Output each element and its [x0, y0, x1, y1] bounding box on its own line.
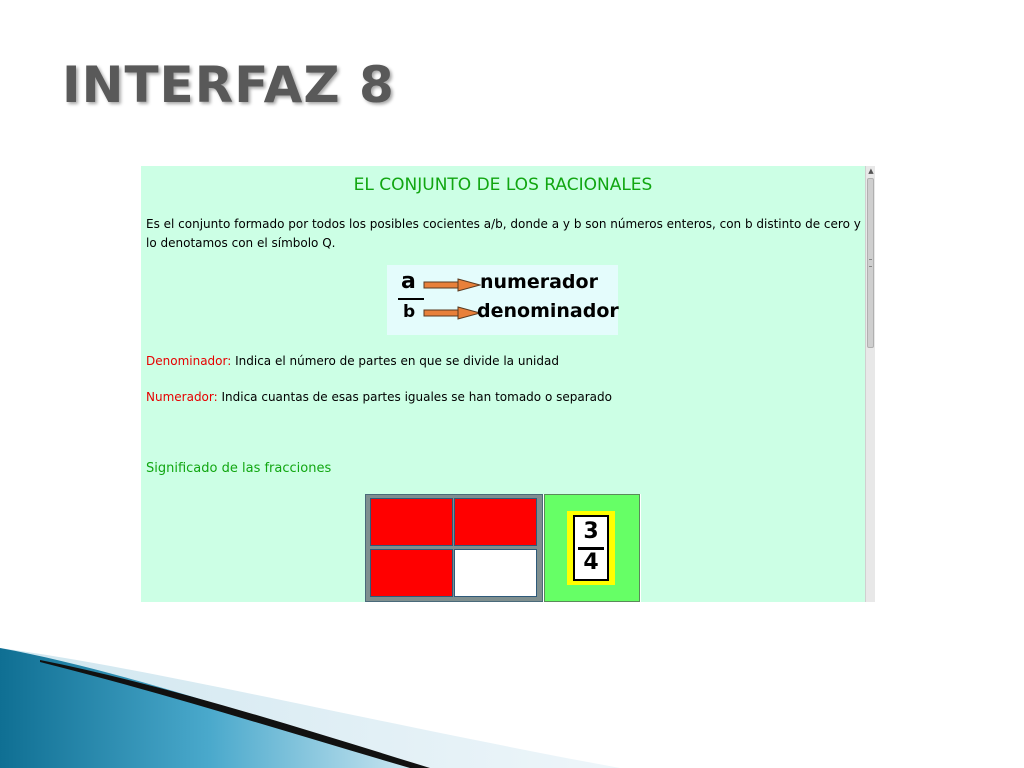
- embedded-page-frame[interactable]: [141, 166, 875, 602]
- parts-grid: [365, 494, 543, 602]
- grid-cell-filled: [454, 498, 537, 546]
- fraction-diagram: [387, 265, 618, 335]
- definition-term: Numerador:: [146, 390, 218, 404]
- definition-text: Indica el número de partes en que se divide la unidad: [231, 354, 559, 368]
- card-numerator: 3: [583, 519, 599, 544]
- decorative-swoosh: [0, 600, 1024, 768]
- fraction-illustration: [365, 494, 641, 602]
- denominator-symbol: b: [403, 302, 416, 322]
- definition-term: Denominador:: [146, 354, 232, 368]
- grid-cell-empty: [454, 549, 537, 597]
- card-denominator: 4: [583, 550, 599, 575]
- page-heading: EL CONJUNTO DE LOS RACIONALES: [353, 175, 653, 195]
- intro-paragraph: Es el conjunto formado por todos los posibles cocientes a/b, donde a y b son números enteros, con b distinto de cero y lo denotamos con el símbolo Q.: [146, 217, 861, 250]
- slide-title: INTERFAZ 8: [62, 56, 395, 114]
- numerator-symbol: a: [401, 269, 416, 294]
- fraction-bar: [398, 298, 424, 300]
- section-subheading: Significado de las fracciones: [146, 461, 332, 476]
- definition-numerador: [146, 390, 612, 404]
- scrollbar-thumb[interactable]: [867, 178, 874, 348]
- definition-text: Indica cuantas de esas partes iguales se han tomado o separado: [217, 390, 612, 404]
- scrollbar-grip: [869, 259, 872, 267]
- numerator-label: numerador: [480, 271, 598, 293]
- triangle-up-icon[interactable]: ▲: [868, 167, 874, 175]
- grid-cell-filled: [370, 549, 453, 597]
- denominator-label: denominador: [477, 300, 619, 322]
- fraction-panel: [544, 494, 640, 602]
- vertical-scrollbar[interactable]: [865, 166, 875, 602]
- arrow-right-icon: [423, 306, 481, 320]
- grid-cell-filled: [370, 498, 453, 546]
- fraction-card-inner: [573, 515, 609, 581]
- fraction-card: [567, 511, 615, 585]
- definition-denominador: [146, 354, 559, 368]
- page-content: [141, 166, 865, 602]
- arrow-right-icon: [423, 278, 481, 292]
